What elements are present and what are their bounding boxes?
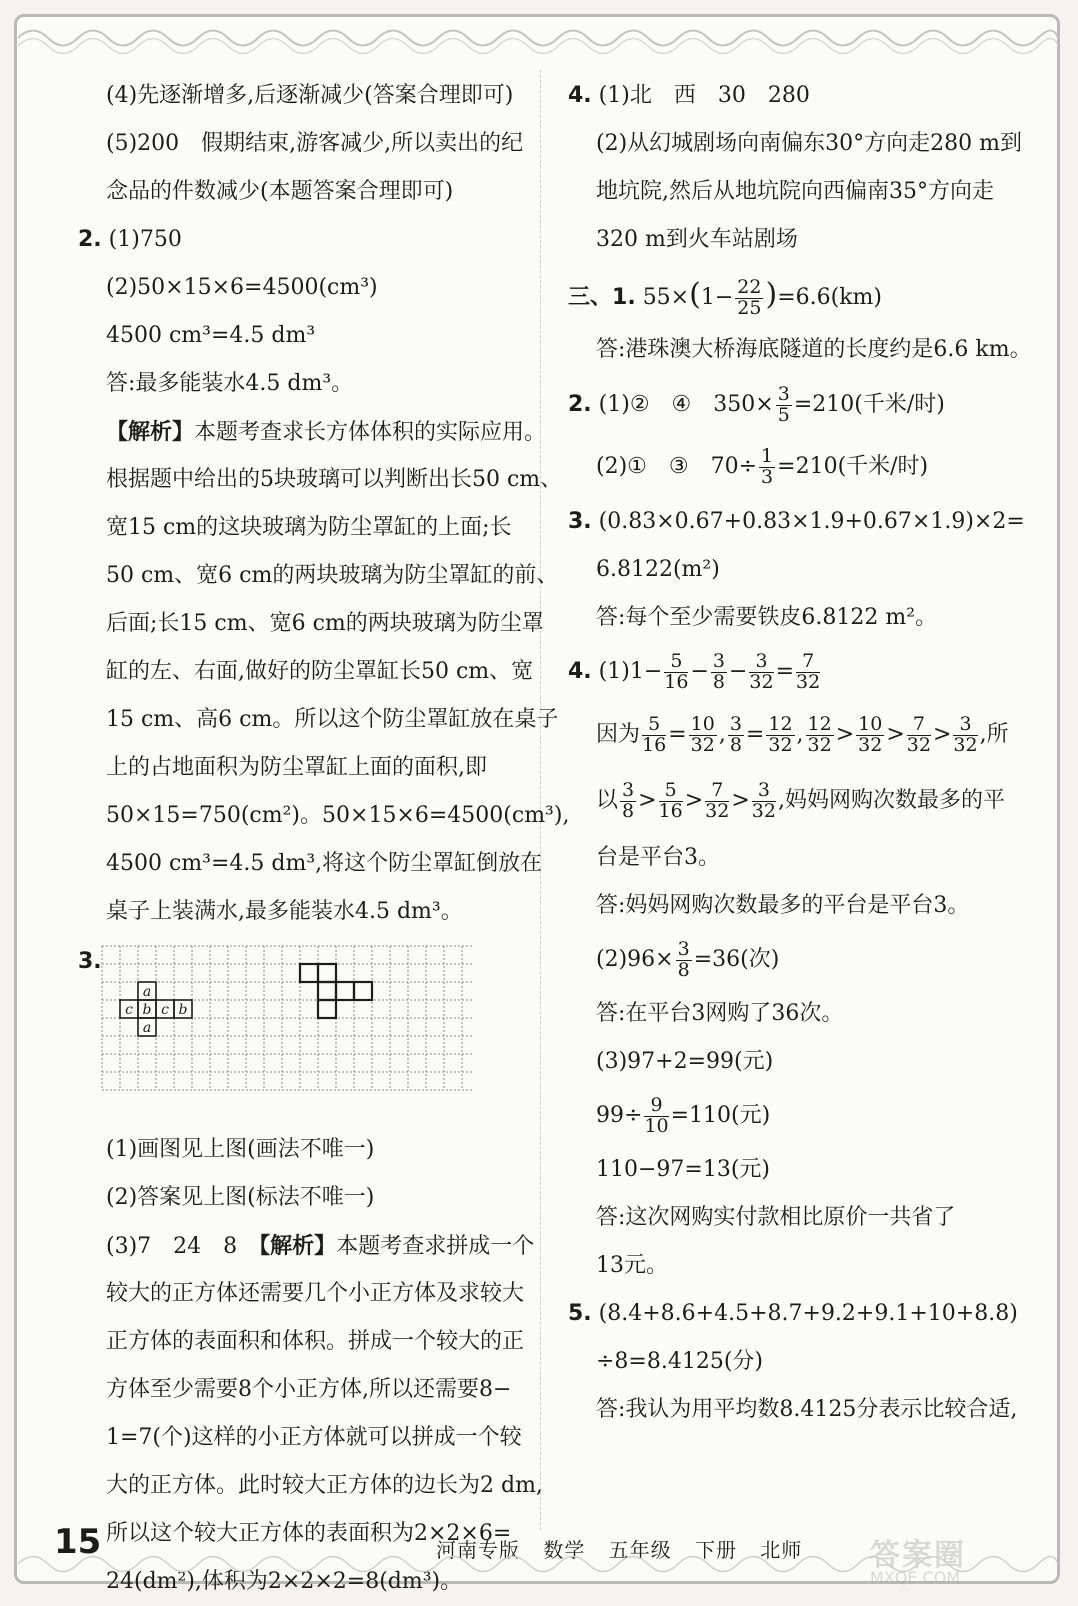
answer-line: (1)750 (108, 227, 182, 252)
analysis-line: 上的占地面积为防尘罩缸上面的面积,即 (106, 755, 487, 780)
analysis-line: 24(dm²),体积为2×2×2=8(dm³)。 (106, 1569, 463, 1594)
fraction (759, 444, 775, 488)
answer-line: (5)200 假期结束,游客减少,所以卖出的纪 (106, 131, 524, 156)
answer-line: 地坑院,然后从地坑院向西偏南35°方向走 (596, 179, 994, 204)
formula-part: 以 (596, 788, 619, 813)
denominator: 16 (664, 670, 689, 693)
answer-line: 4500 cm³=4.5 dm³ (106, 323, 316, 348)
denominator: 32 (807, 733, 832, 756)
denominator: 3 (761, 465, 774, 488)
numerator: 5 (659, 781, 683, 802)
question-4b-line-7 (568, 1086, 1028, 1146)
question-number: 2. (568, 392, 592, 417)
numerator: 1 (761, 444, 774, 467)
fraction (906, 712, 931, 756)
formula-part: =110(元) (670, 1103, 771, 1128)
column-divider (540, 70, 541, 1530)
answer-line: 答:这次网购实付款相比原价一共省了 (596, 1205, 956, 1230)
face-label: c (125, 1002, 133, 1018)
fraction (689, 712, 717, 756)
denominator: 32 (953, 733, 978, 756)
section-number: 三、 (568, 285, 613, 310)
answer-line: 答:港珠澳大桥海底隧道的长度约是6.6 km。 (596, 337, 1032, 362)
answer-line: (1)画图见上图(画法不唯一) (106, 1137, 375, 1162)
formula-part: =36(次) (693, 947, 780, 972)
fraction (806, 712, 834, 756)
formula-part: (2)96× (596, 947, 674, 972)
question-4b-line-3: 以 $\frac{3}{8}$ > $\frac{5}{16}$ > $\frac{7}{32}$ > $\frac{3}{32}$ ,妈妈网购次数最多的平 (596, 778, 1005, 822)
numerator: 7 (796, 652, 820, 673)
denominator: 8 (729, 733, 742, 756)
fraction (776, 382, 792, 426)
question-5 (568, 1290, 1028, 1338)
formula-part: 55× (642, 285, 690, 310)
question-number: 1. (612, 285, 636, 310)
analysis-text: 本题考查求长方体体积的实际应用。 (194, 420, 547, 445)
numerator: 3 (729, 712, 742, 735)
denominator: 32 (796, 670, 821, 693)
formula-part: 99÷ (596, 1103, 643, 1128)
question-4b-line-1: 4. (1)1− $\frac{5}{16}$ − $\frac{3}{8}$ − $\frac{3}{32}$ = $\frac{7}{32}$ (568, 649, 821, 693)
numerator: 9 (644, 1096, 668, 1117)
fraction (856, 712, 884, 756)
fraction (735, 275, 763, 319)
cube-net-grid (98, 942, 478, 1102)
question-number: 3. (568, 509, 592, 534)
formula-part: (0.83×0.67+0.83×1.9+0.67×1.9)×2= (598, 509, 1025, 534)
answer-line: (4)先逐渐增多,后逐渐减少(答案合理即可) (106, 83, 514, 108)
denominator: 10 (644, 1114, 669, 1137)
question-3-figure (78, 942, 510, 1122)
fraction (705, 778, 730, 822)
page-number: 15 (54, 1522, 102, 1562)
formula-part: (8.4+8.6+4.5+8.7+9.2+9.1+10+8.8) (598, 1301, 1018, 1326)
analysis-line: 正方体的表面积和体积。拼成一个较大的正 (106, 1329, 525, 1354)
analysis-line: 15 cm、高6 cm。所以这个防尘罩缸放在桌子 (106, 707, 559, 732)
question-2-line-1 (568, 374, 1028, 436)
question-number: 4. (568, 659, 592, 684)
fraction (796, 649, 821, 693)
answer-line: 6.8122(m²) (596, 557, 720, 582)
analysis-line: 1=7(个)这样的小正方体就可以拼成一个较 (106, 1425, 522, 1450)
denominator: 16 (658, 799, 683, 822)
top-wave-border (18, 18, 1058, 58)
face-label: b (178, 1002, 188, 1018)
numerator: 5 (642, 715, 666, 736)
formula-part: 因为 (596, 722, 641, 747)
watermark-url: MXQE.COM (870, 1568, 961, 1587)
answer-line: 13元。 (596, 1253, 668, 1278)
numerator: 5 (664, 652, 688, 673)
numerator: 3 (953, 715, 977, 736)
fraction (766, 712, 794, 756)
formula-part: ,妈妈网购次数最多的平 (777, 788, 1005, 813)
formula-part: =210(千米/时) (793, 392, 945, 417)
section-3-question-1 (568, 264, 1028, 326)
analysis-line: 宽15 cm的这块玻璃为防尘罩缸的上面;长 (106, 515, 512, 540)
answer-line: 台是平台3。 (596, 845, 720, 870)
numerator: 7 (907, 715, 931, 736)
analysis-line: 50 cm、宽6 cm的两块玻璃为防尘罩缸的前、 (106, 563, 559, 588)
question-number: 5. (568, 1301, 592, 1326)
answer-line: (2)答案见上图(标法不唯一) (106, 1185, 375, 1210)
answer-line: (2)从幻城剧场向南偏东30°方向走280 m到 (596, 131, 1023, 156)
answer-line: 答:我认为用平均数8.4125分表示比较合适, (596, 1397, 1018, 1422)
analysis-line: 50×15=750(cm²)。50×15×6=4500(cm³), (106, 803, 570, 828)
fraction (953, 712, 978, 756)
watermark-logo-text: 答案圈 (870, 1538, 966, 1573)
analysis-line: 桌子上装满水,最多能装水4.5 dm³。 (106, 899, 463, 924)
analysis-tag: 【解析】 (106, 419, 195, 445)
formula-part: =6.6(km) (777, 285, 882, 310)
analysis-line (78, 408, 547, 456)
numerator: 3 (622, 778, 635, 801)
denominator: 8 (712, 670, 725, 693)
question-2 (78, 216, 510, 264)
answer-line: (3)97+2=99(元) (596, 1049, 774, 1074)
formula-part: =210(千米/时) (777, 454, 929, 479)
face-label: a (142, 984, 152, 1000)
fraction (751, 778, 776, 822)
fraction (728, 712, 744, 756)
drawn-cube-net (300, 964, 372, 1018)
question-4 (568, 72, 1028, 120)
formula-part: (1)1− (598, 659, 663, 684)
left-column (78, 72, 570, 1606)
denominator: 25 (737, 296, 762, 319)
denominator: 32 (690, 733, 715, 756)
analysis-line: 4500 cm³=4.5 dm³,将这个防尘罩缸倒放在 (106, 851, 543, 876)
numerator: 3 (712, 649, 725, 672)
answer-line (78, 1222, 535, 1270)
formula-part: 1− (700, 285, 734, 310)
question-number: 4. (568, 83, 592, 108)
answer-line: ÷8=8.4125(分) (596, 1349, 764, 1374)
numerator: 3 (777, 382, 790, 405)
question-4b-line-2: 因为 $\frac{5}{16}$ = $\frac{10}{32}$ , $\frac{3}{8}$ = $\frac{12}{32}$ , $\frac{12}{32}$ > $\frac{10}{32}$ > $\frac{7}{32}$ > $\frac{3}{32}$ ,所 (596, 712, 1009, 756)
denominator: 32 (906, 733, 931, 756)
denominator: 16 (642, 733, 667, 756)
numerator: 10 (858, 712, 883, 735)
numerator: 10 (690, 712, 715, 735)
analysis-line: 所以这个较大正方体的表面积为2×2×6= (106, 1521, 512, 1546)
formula-part: ,所 (979, 722, 1009, 747)
right-column (568, 72, 1032, 1434)
denominator: 32 (705, 799, 730, 822)
fraction (749, 649, 774, 693)
formula-part: (2)① ③ 70÷ (596, 454, 758, 479)
analysis-line: 根据题中给出的5块玻璃可以判断出长50 cm、 (106, 467, 563, 492)
fraction (676, 937, 692, 981)
answer-line: 念品的件数减少(本题答案合理即可) (106, 179, 454, 204)
denominator: 8 (622, 799, 635, 822)
question-2-line-2 (568, 436, 1028, 498)
answer-text: (3)7 24 8 (106, 1234, 238, 1259)
denominator: 5 (777, 403, 790, 426)
face-label: b (142, 1002, 152, 1018)
answer-line: 110−97=13(元) (596, 1157, 771, 1182)
face-label: a (142, 1020, 152, 1036)
answer-line: (2)50×15×6=4500(cm³) (106, 275, 378, 300)
book-info: 河南专版 数学 五年级 下册 北师 (436, 1538, 803, 1562)
fraction (711, 649, 727, 693)
answer-text: (1)北 西 30 280 (598, 83, 810, 108)
analysis-text: 本题考查求拼成一个 (336, 1234, 535, 1259)
analysis-line: 缸的左、右面,做好的防尘罩缸长50 cm、宽 (106, 659, 534, 684)
answer-line: 320 m到火车站剧场 (596, 227, 798, 252)
analysis-line: 大的正方体。此时较大正方体的边长为2 dm, (106, 1473, 543, 1498)
numerator: 3 (749, 652, 773, 673)
denominator: 32 (768, 733, 793, 756)
denominator: 32 (858, 733, 883, 756)
answer-line: 答:在平台3网购了36次。 (596, 1001, 844, 1026)
question-3 (568, 498, 1028, 546)
answer-line: 答:妈妈网购次数最多的平台是平台3。 (596, 893, 970, 918)
face-label: c (161, 1002, 169, 1018)
fraction (620, 778, 636, 822)
formula-part: (1)② ④ 350× (598, 392, 774, 417)
open-paren: ( (689, 277, 701, 312)
fraction (642, 712, 667, 756)
answer-line: 答:最多能装水4.5 dm³。 (106, 371, 354, 396)
fraction (658, 778, 683, 822)
fraction (644, 1093, 669, 1137)
numerator: 3 (677, 937, 690, 960)
question-number: 3. (78, 949, 102, 974)
denominator: 32 (749, 670, 774, 693)
analysis-line: 后面;长15 cm、宽6 cm的两块玻璃为防尘罩 (106, 611, 544, 636)
analysis-line: 较大的正方体还需要几个小正方体及求较大 (106, 1281, 525, 1306)
numerator: 22 (737, 275, 762, 298)
numerator: 12 (768, 712, 793, 735)
close-paren: ) (765, 277, 778, 312)
analysis-tag: 【解析】 (259, 1233, 337, 1259)
fraction (664, 649, 689, 693)
question-number: 2. (78, 227, 102, 252)
bottom-wave-border (18, 1544, 1058, 1584)
analysis-line: 方体至少需要8个小正方体,所以还需要8− (106, 1377, 512, 1402)
answer-line: 答:每个至少需要铁皮6.8122 m²。 (596, 605, 938, 630)
numerator: 3 (752, 781, 776, 802)
denominator: 32 (751, 799, 776, 822)
numerator: 12 (807, 712, 832, 735)
numerator: 7 (705, 781, 729, 802)
denominator: 8 (677, 958, 690, 981)
question-4b-line-5 (568, 930, 1028, 990)
